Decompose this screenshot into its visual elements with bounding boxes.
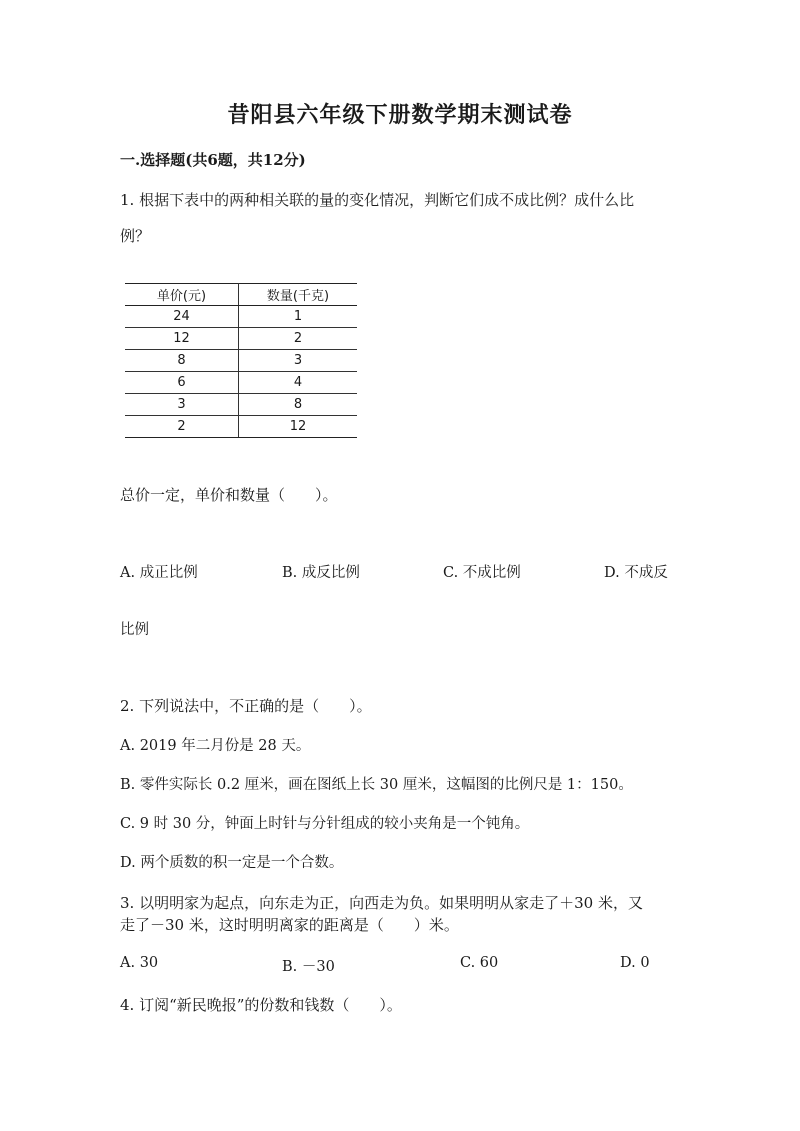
table-cell: 2 [239,328,358,350]
table-row [125,306,357,328]
table-header-row [125,284,357,306]
q1-option-c: C. 不成比例 [443,565,521,581]
q1-option-a: A. 成正比例 [120,565,198,581]
q2-stem: 2. 下列说法中，不正确的是（ ）。 [120,697,372,715]
table-cell: 2 [125,416,239,438]
table-cell: 12 [125,328,239,350]
table-row [125,328,357,350]
table-row [125,394,357,416]
table-cell: 8 [125,350,239,372]
table-header-cell: 数量(千克) [239,284,358,306]
table-cell: 4 [239,372,358,394]
q3-option-c: C. 60 [460,955,499,971]
q4-stem: 4. 订阅“新民晚报”的份数和钱数（ ）。 [120,996,402,1014]
page-title: 昔阳县六年级下册数学期末测试卷 [227,102,573,128]
table-cell: 24 [125,306,239,328]
table-row [125,350,357,372]
q1-line1: 1. 根据下表中的两种相关联的量的变化情况，判断它们成不成比例？成什么比 [120,191,635,209]
q2-option-a: A. 2019 年二月份是 28 天。 [120,738,311,754]
q3-option-a: A. 30 [120,955,159,971]
table-cell: 6 [125,372,239,394]
q3-option-b: B. －30 [282,959,335,975]
table-cell: 3 [125,394,239,416]
table-cell: 3 [239,350,358,372]
section-heading: 一.选择题(共6题，共12分) [120,151,306,169]
q2-option-b: B. 零件实际长 0.2 厘米，画在图纸上长 30 厘米，这幅图的比例尺是 1：150。 [120,777,633,793]
table-header-cell: 单价(元) [125,284,239,306]
table-cell: 12 [239,416,358,438]
q2-option-c: C. 9 时 30 分，钟面上时针与分针组成的较小夹角是一个钝角。 [120,816,530,832]
q1-table [125,283,357,438]
q1-option-d: D. 不成反 [604,565,668,581]
q1-option-d-wrap: 比例 [120,622,149,638]
q1-option-b: B. 成反比例 [282,565,360,581]
table-row [125,416,357,438]
q1-stem: 总价一定，单价和数量（ ）。 [120,486,338,504]
table-row [125,372,357,394]
q3-line1: 3. 以明明家为起点，向东走为正，向西走为负。如果明明从家走了＋30 米，又 [120,894,643,912]
table-cell: 8 [239,394,358,416]
table-cell: 1 [239,306,358,328]
q3-line2: 走了－30 米，这时明明离家的距离是（ ）米。 [120,916,459,934]
q2-option-d: D. 两个质数的积一定是一个合数。 [120,855,344,871]
q1-line2: 例？ [120,227,151,245]
q3-option-d: D. 0 [620,955,650,971]
